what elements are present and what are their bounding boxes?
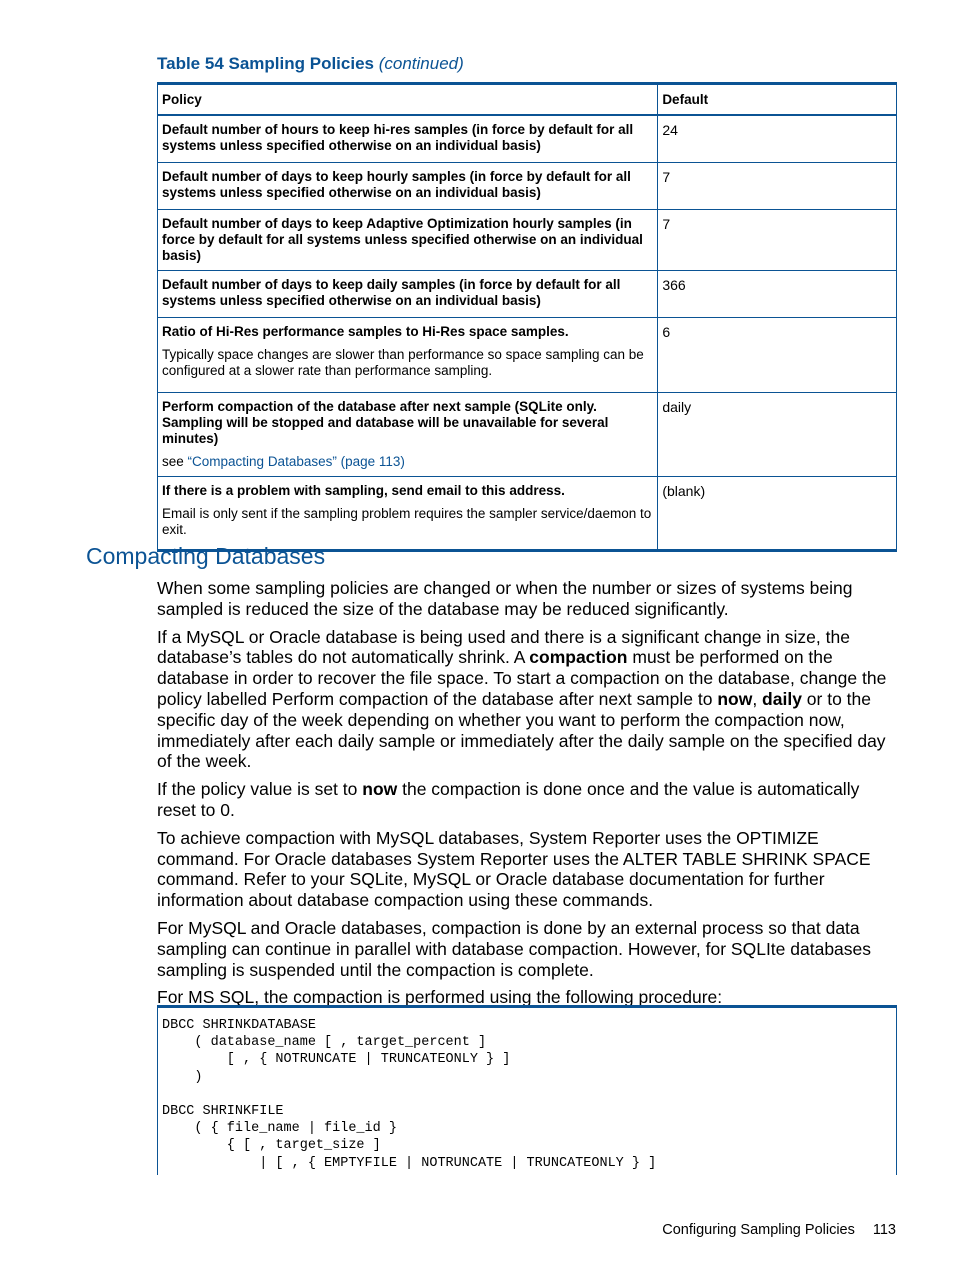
text-run: If the policy value is set to	[157, 779, 363, 800]
text-run: the compaction is done once and the value is automatically reset to 0.	[157, 779, 860, 820]
table-row	[158, 270, 897, 317]
code-text: DBCC SHRINKDATABASE ( database_name [ , target_percent ] [ , { NOTRUNCATE | TRUNCATEONLY } ] ) DBCC SHRINKFILE ( { file_name | file_id } { [ , target_size ] | [ , { EMPTYFILE | NOTRUNCATE | TRUNCATEONLY } ]	[162, 1018, 657, 1171]
footer-chapter: Configuring Sampling Policies	[662, 1222, 855, 1238]
default-value: 366	[658, 270, 897, 317]
policy-text: Default number of days to keep daily samples (in force by default for all systems unless specified otherwise on an individual basis)	[162, 276, 621, 308]
table-row	[158, 476, 897, 550]
paragraph: For MS SQL, the compaction is performed using the following procedure:	[157, 987, 723, 1008]
bold-term: compaction	[529, 647, 628, 668]
policy-note: Email is only sent if the sampling problem requires the sampler service/daemon to exit.	[162, 505, 652, 537]
policy-text: Ratio of Hi-Res performance samples to Hi-Res space samples.	[162, 323, 569, 339]
text-run: ,	[752, 688, 763, 709]
text-run: must be performed on the database in order to recover the file space. To start a compaction on the database, change the policy labelled Perform compaction of the database after next sample to	[157, 647, 887, 709]
paragraph: When some sampling policies are changed or when the number or sizes of systems being sampled is reduced the size of the database may be reduced significantly.	[157, 578, 853, 619]
policy-text: Default number of days to keep Adaptive Optimization hourly samples (in force by default for all systems unless specified otherwise on an individual basis)	[162, 215, 643, 263]
paragraph: For MySQL and Oracle databases, compaction is done by an external process so that data sampling can continue in parallel with database compaction. However, for SQLIte databases sampling is suspended until the compaction is complete.	[157, 917, 872, 980]
header-policy: Policy	[158, 84, 658, 116]
bold-term: now	[362, 779, 398, 800]
table-row	[158, 115, 897, 162]
policy-text: Perform compaction of the database after next sample (SQLite only. Sampling will be stopped and database will be unavailable for several minutes)	[162, 398, 609, 446]
table-row	[158, 209, 897, 270]
policy-text: Default number of hours to keep hi-res samples (in force by default for all systems unless specified otherwise on an individual basis)	[162, 122, 634, 153]
paragraph	[157, 779, 899, 821]
policy-note-prefix: see	[162, 453, 188, 469]
table-caption-continued: (continued)	[378, 54, 464, 73]
text-run: If a MySQL or Oracle database is being used and there is a significant change in size, the database’s tables do not automatically shrink. A	[157, 626, 850, 668]
table-header-row	[158, 84, 897, 116]
policy-note: Typically space changes are slower than performance so space sampling can be configured at a slower rate than performance sampling.	[162, 346, 644, 378]
table-row	[158, 317, 897, 392]
table-row	[158, 162, 897, 209]
policy-text: Default number of days to keep hourly samples (in force by default for all systems unless specified otherwise on an individual basis)	[162, 168, 631, 200]
policy-note	[162, 454, 653, 470]
compacting-databases-link[interactable]: “Compacting Databases” (page 113)	[187, 453, 405, 469]
default-value: 7	[658, 209, 897, 270]
sampling-policies-table	[157, 82, 897, 552]
default-value: 24	[658, 115, 897, 162]
header-default: Default	[658, 84, 897, 116]
paragraph: To achieve compaction with MySQL databases, System Reporter uses the OPTIMIZE command. For Oracle databases System Reporter uses the ALTER TABLE SHRINK SPACE command. Refer to your SQLite, MySQL or Oracle database documentation for further information about database compaction using these commands.	[157, 827, 871, 911]
default-value: 7	[658, 162, 897, 209]
code-example	[157, 1005, 897, 1175]
policy-text: If there is a problem with sampling, send email to this address.	[162, 482, 565, 498]
bold-term: now	[717, 688, 753, 709]
page-number: 113	[872, 1222, 896, 1238]
section-title: Compacting Databases	[86, 543, 326, 569]
default-value: (blank)	[658, 476, 897, 550]
section-body	[157, 578, 899, 1015]
table-caption-label: Table 54 Sampling Policies	[157, 54, 374, 73]
default-value: daily	[658, 392, 897, 476]
default-value: 6	[658, 317, 897, 392]
bold-term: daily	[762, 688, 802, 709]
page-footer	[662, 1222, 896, 1238]
text-run: or to the specific day of the week depending on whether you want to perform the compaction now, immediately after each daily sample or immediately after the daily sample on the specified day of the week.	[157, 688, 886, 772]
table-row	[158, 392, 897, 476]
table-caption	[157, 54, 464, 74]
paragraph	[157, 627, 899, 773]
